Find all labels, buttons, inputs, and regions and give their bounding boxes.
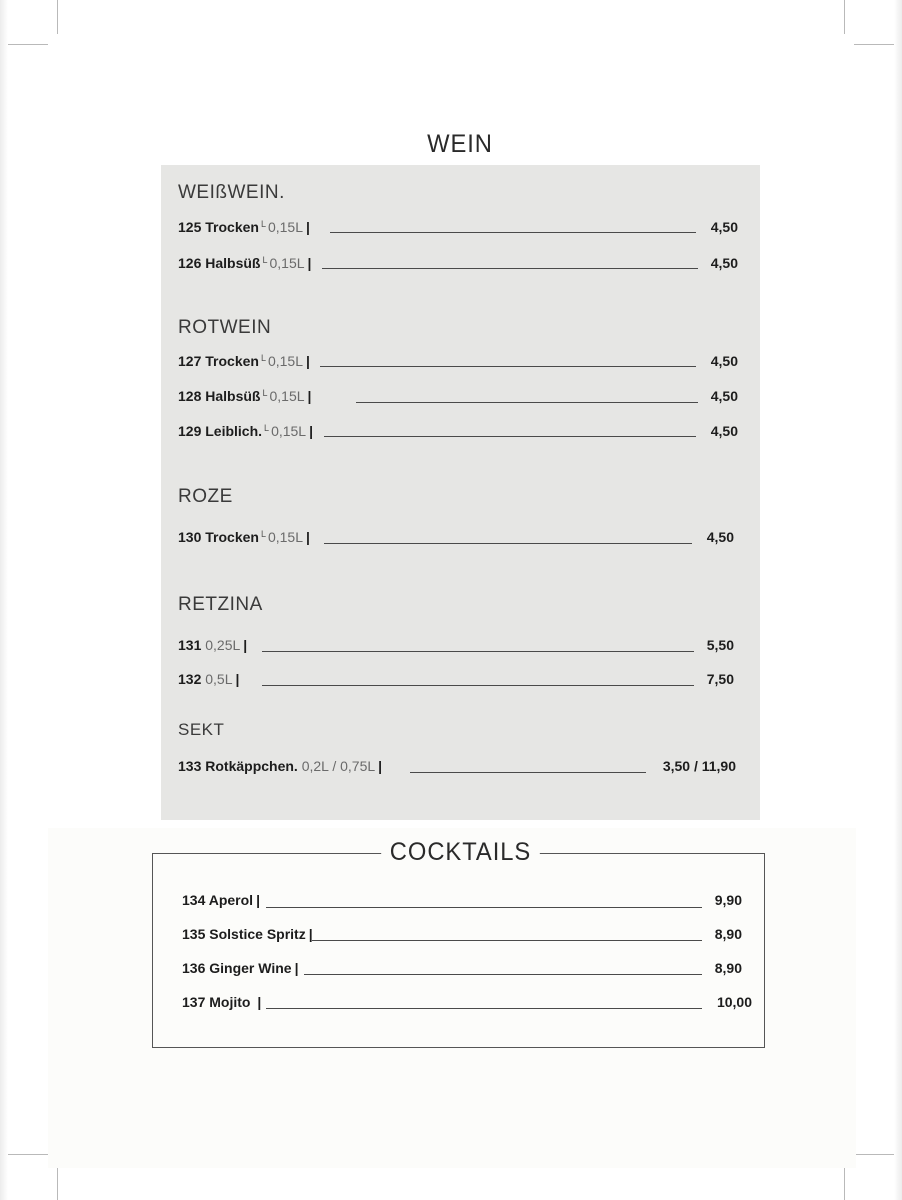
item-name: 125 Trocken (178, 219, 259, 235)
separator: | (306, 529, 310, 545)
menu-item (178, 423, 738, 443)
section-heading-weisswein: WEIßWEIN. (178, 182, 285, 203)
separator: | (309, 423, 314, 439)
page-edge-left (0, 0, 8, 1200)
item-name: 136 Ginger Wine (182, 960, 292, 976)
menu-item (182, 892, 742, 912)
wine-title: WEIN (427, 130, 493, 158)
menu-item (182, 960, 742, 980)
item-name: 129 Leiblich. (178, 423, 263, 439)
section-heading-sekt: SEKT (178, 720, 225, 739)
section-heading-roze: ROZE (178, 486, 233, 507)
separator: | (308, 926, 313, 942)
item-sup: L (262, 255, 268, 265)
crop-mark-bl-v (57, 1166, 58, 1200)
item-price: 5,50 (706, 637, 734, 653)
leader-line (312, 940, 702, 941)
item-price: 8,90 (714, 926, 742, 942)
separator: | (235, 671, 240, 687)
item-name: 137 Mojito (182, 994, 251, 1010)
item-volume: 0,15L (267, 219, 303, 235)
separator: | (257, 994, 262, 1010)
separator: | (243, 637, 248, 653)
crop-mark-br-h (854, 1154, 894, 1155)
item-sup: L (260, 353, 266, 363)
leader-line (262, 685, 694, 686)
item-price: 4,50 (710, 388, 738, 404)
leader-line (330, 232, 696, 233)
item-name: 127 Trocken (178, 353, 259, 369)
cocktail-frame (152, 853, 765, 1048)
item-name: 130 Trocken (178, 529, 259, 545)
item-sup: L (260, 219, 266, 229)
leader-line (356, 402, 698, 403)
item-name: 128 Halbsüß (178, 388, 261, 404)
crop-mark-tr-h (854, 44, 894, 45)
item-name: 133 Rotkäppchen. (178, 758, 298, 774)
menu-item (178, 353, 738, 373)
separator: | (307, 255, 312, 271)
page-edge-right (894, 0, 902, 1200)
separator: | (256, 892, 260, 908)
menu-item (178, 637, 734, 657)
menu-item (178, 219, 738, 239)
leader-line (322, 268, 698, 269)
item-volume: 0,15L (271, 423, 307, 439)
item-price: 4,50 (710, 255, 738, 271)
item-price: 7,50 (706, 671, 734, 687)
item-name: 134 Aperol (182, 892, 254, 908)
section-heading-rotwein: ROTWEIN (178, 317, 272, 338)
menu-item (178, 255, 738, 275)
menu-item (178, 758, 736, 778)
item-price: 4,50 (710, 219, 738, 235)
leader-line (266, 1008, 702, 1009)
leader-line (262, 651, 694, 652)
item-volume: 0,5L (205, 671, 233, 687)
item-name: 131 (178, 637, 202, 653)
item-name: 135 Solstice Spritz (182, 926, 306, 942)
item-name: 132 (178, 671, 202, 687)
item-volume: 0,2L / 0,75L (301, 758, 376, 774)
leader-line (304, 974, 702, 975)
item-price: 4,50 (706, 529, 734, 545)
item-price: 10,00 (716, 994, 752, 1010)
item-price: 4,50 (710, 423, 738, 439)
separator: | (306, 353, 310, 369)
menu-item (178, 388, 738, 408)
item-price: 9,90 (714, 892, 742, 908)
menu-item (178, 671, 734, 691)
separator: | (378, 758, 383, 774)
crop-mark-tl-v (57, 0, 58, 34)
section-heading-retzina: RETZINA (178, 594, 263, 615)
separator: | (307, 388, 312, 404)
menu-item (182, 994, 752, 1014)
leader-line (410, 772, 646, 773)
leader-line (320, 366, 696, 367)
item-price: 4,50 (710, 353, 738, 369)
item-volume: 0,25L (205, 637, 241, 653)
item-volume: 0,15L (267, 529, 303, 545)
item-sup: L (260, 529, 266, 539)
leader-line (324, 436, 696, 437)
item-volume: 0,15L (269, 255, 305, 271)
leader-line (324, 543, 692, 544)
separator: | (294, 960, 299, 976)
crop-mark-br-v (844, 1166, 845, 1200)
cocktails-title: COCKTAILS (381, 838, 540, 867)
separator: | (306, 219, 310, 235)
item-sup: L (264, 423, 270, 433)
menu-item (182, 926, 742, 946)
item-name: 126 Halbsüß (178, 255, 261, 271)
item-volume: 0,15L (269, 388, 305, 404)
item-volume: 0,15L (267, 353, 303, 369)
crop-mark-tl-h (8, 44, 48, 45)
leader-line (266, 907, 702, 908)
menu-item (178, 529, 734, 549)
item-sup: L (262, 388, 268, 398)
crop-mark-tr-v (844, 0, 845, 34)
item-price: 8,90 (714, 960, 742, 976)
item-price: 3,50 / 11,90 (662, 758, 736, 774)
crop-mark-bl-h (8, 1154, 48, 1155)
